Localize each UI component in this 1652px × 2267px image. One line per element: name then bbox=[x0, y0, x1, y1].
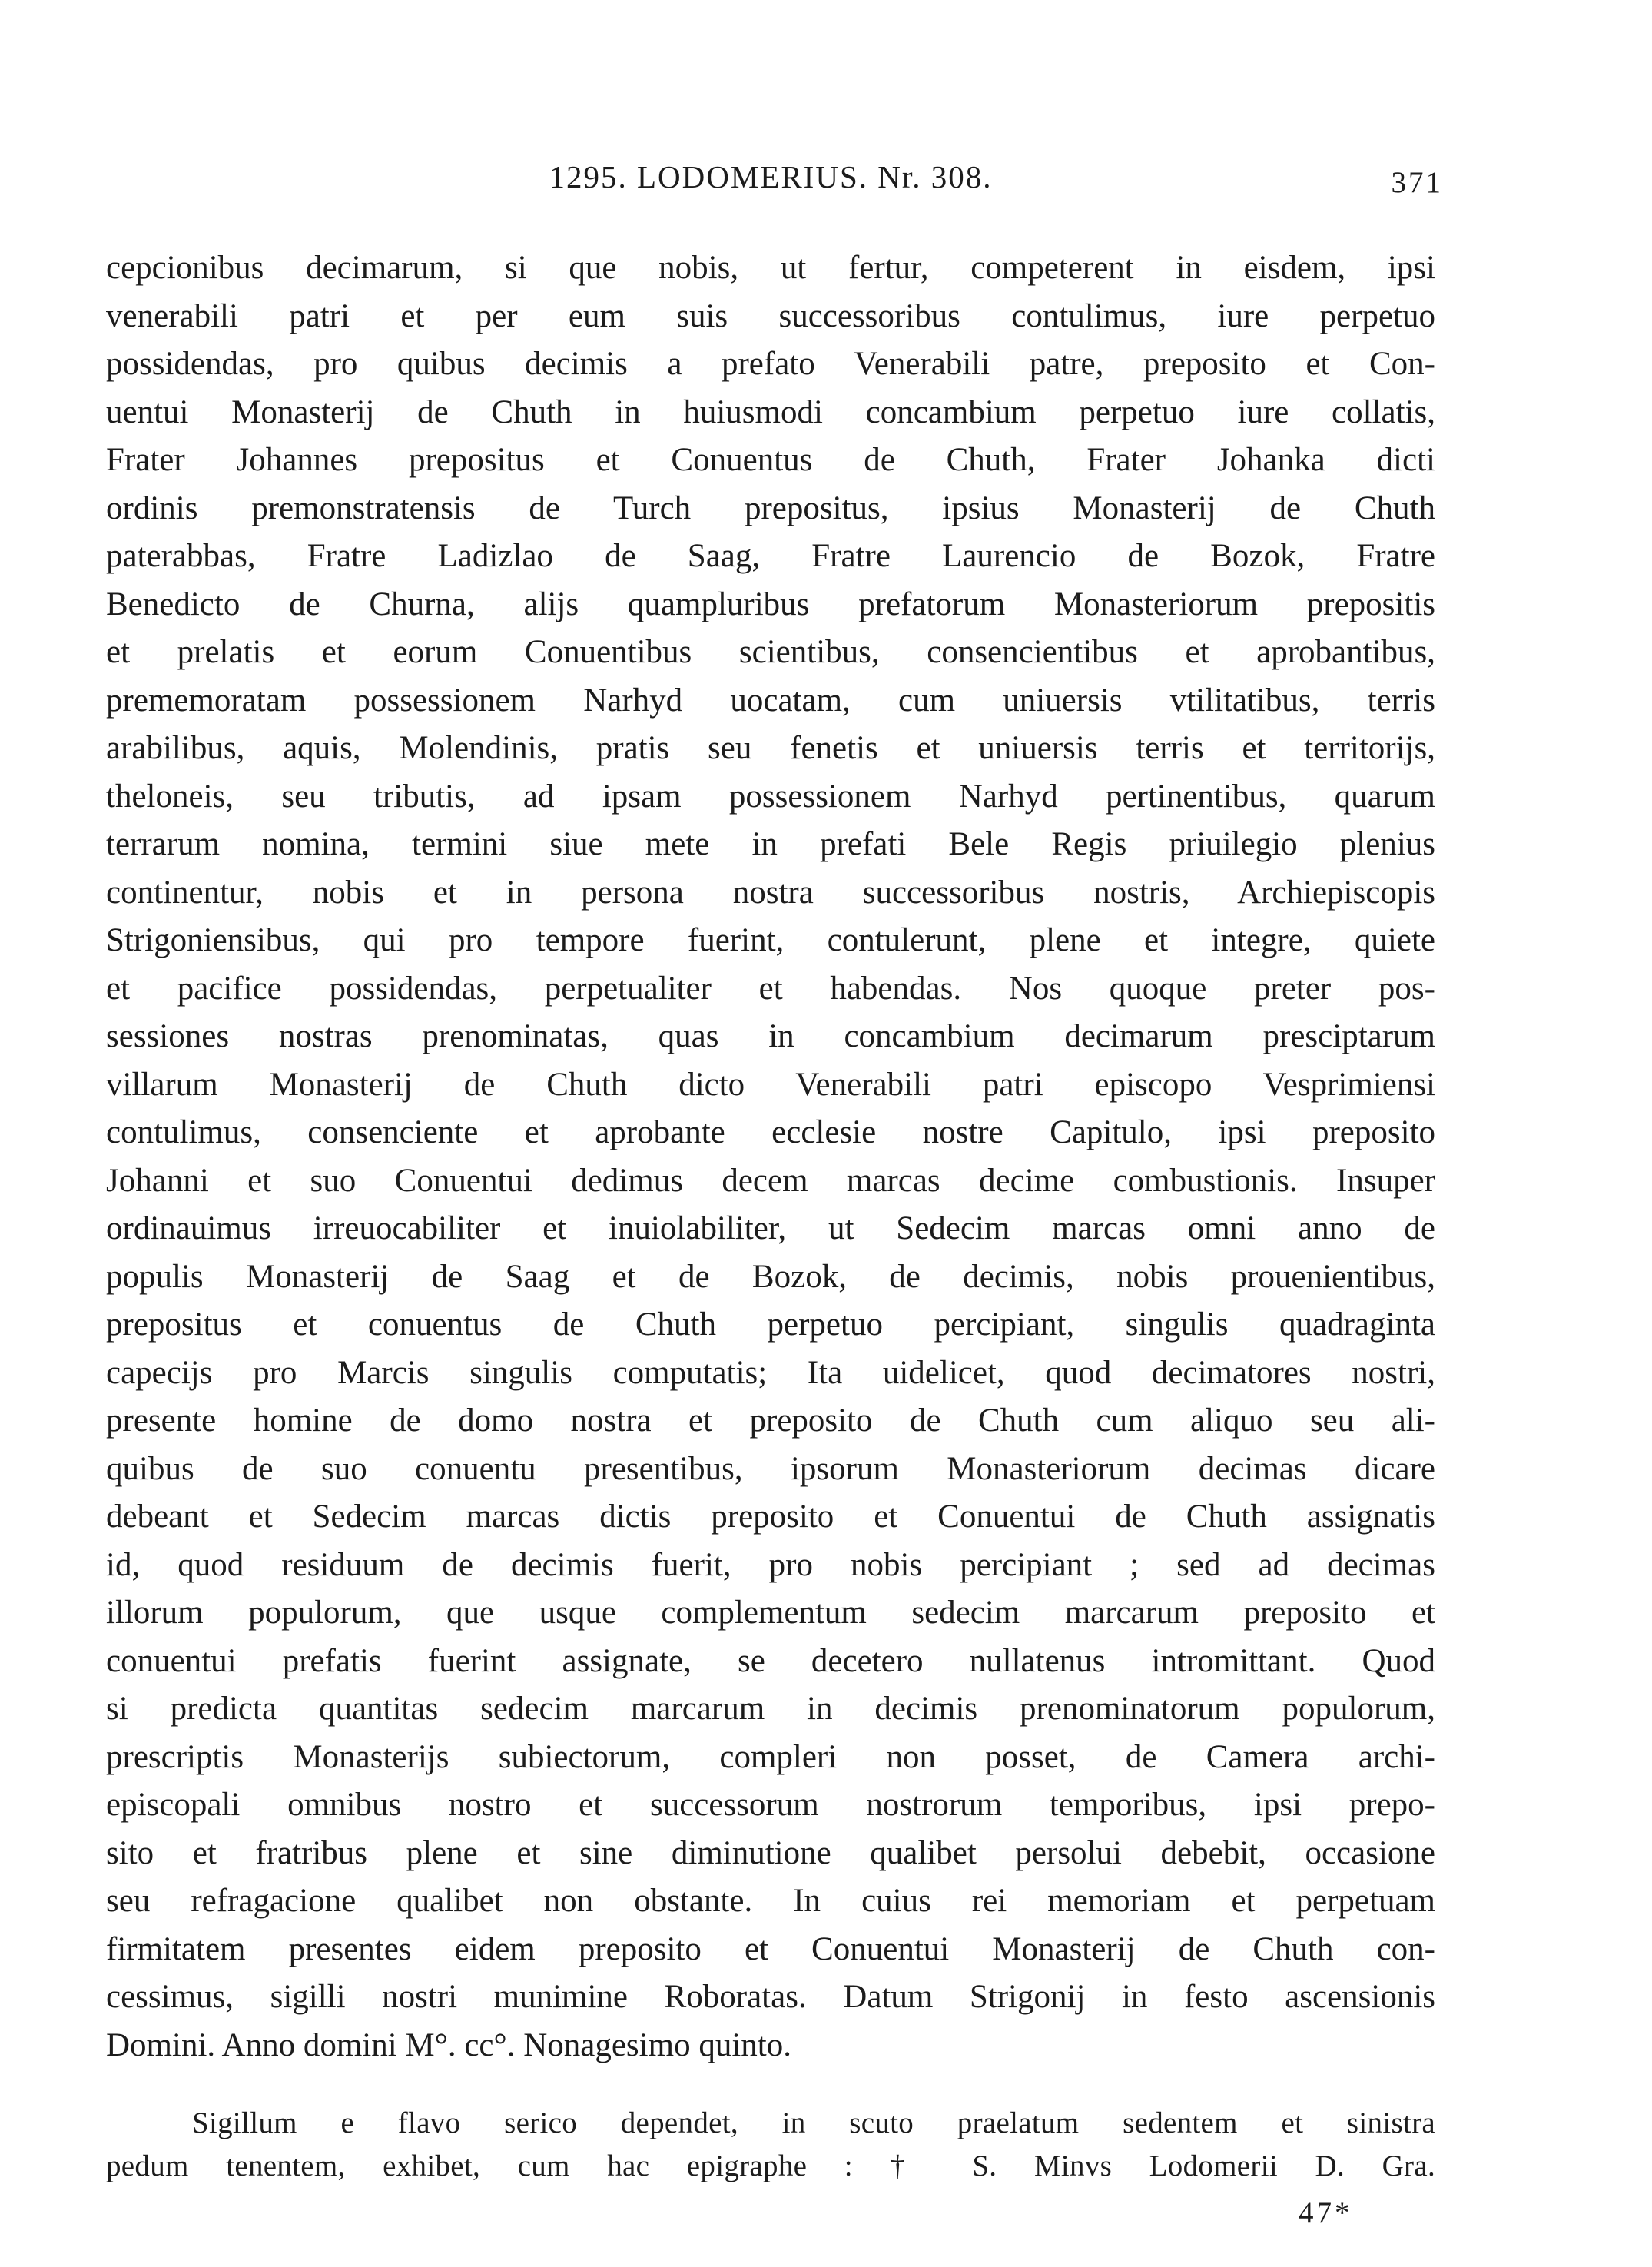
text-line: id, quod residuum de decimis fuerit, pro nobis percipiant ; sed ad decimas bbox=[106, 1546, 1435, 1583]
text-line: prepositus et conuentus de Chuth perpetuo percipiant, singulis quadraginta bbox=[106, 1306, 1435, 1343]
text-line: terrarum nomina, termini siue mete in prefati Bele Regis priuilegio plenius bbox=[106, 826, 1435, 862]
text-line: Benedicto de Churna, alijs quampluribus prefatorum Monasteriorum prepositis bbox=[106, 586, 1435, 622]
text-line-final: Domini. Anno domini M°. cc°. Nonagesimo quinto. bbox=[106, 2026, 791, 2063]
text-line: presente homine de domo nostra et preposito de Chuth cum aliquo seu ali- bbox=[106, 1402, 1435, 1439]
running-head bbox=[106, 158, 1443, 204]
text-line: episcopali omnibus nostro et successorum nostrorum temporibus, ipsi prepo- bbox=[106, 1787, 1435, 1823]
text-line: ordinauimus irreuocabiliter et inuiolabiliter, ut Sedecim marcas omni anno de bbox=[106, 1210, 1435, 1246]
text-line: Frater Johannes prepositus et Conuentus de Chuth, Frater Johanka dicti bbox=[106, 442, 1435, 478]
text-line: arabilibus, aquis, Molendinis, pratis seu fenetis et uniuersis terris et territorijs, bbox=[106, 730, 1435, 766]
text-line: si predicta quantitas sedecim marcarum in decimis prenominatorum populorum, bbox=[106, 1691, 1435, 1727]
text-line: et pacifice possidendas, perpetualiter et habendas. Nos quoque preter pos- bbox=[106, 970, 1435, 1007]
text-line: quibus de suo conuentu presentibus, ipsorum Monasteriorum decimas dicare bbox=[106, 1450, 1435, 1487]
signature-mark: 47* bbox=[1299, 2196, 1353, 2229]
text-line: villarum Monasterij de Chuth dicto Venerabili patri episcopo Vesprimiensi bbox=[106, 1066, 1435, 1103]
text-line: paterabbas, Fratre Ladizlao de Saag, Fratre Laurencio de Bozok, Fratre bbox=[106, 538, 1435, 574]
running-title: 1295. LODOMERIUS. Nr. 308. bbox=[549, 159, 993, 194]
text-line: continentur, nobis et in persona nostra successoribus nostris, Archiepiscopis bbox=[106, 874, 1435, 911]
note-line: pedum tenentem, exhibet, cum hac epigraphe : † S. Minvs Lodomerii D. Gra. bbox=[106, 2149, 1435, 2182]
text-line: venerabili patri et per eum suis successoribus contulimus, iure perpetuo bbox=[106, 297, 1435, 334]
text-line: debeant et Sedecim marcas dictis preposito et Conuentui de Chuth assignatis bbox=[106, 1499, 1435, 1535]
text-line: theloneis, seu tributis, ad ipsam possessionem Narhyd pertinentibus, quarum bbox=[106, 778, 1435, 815]
text-line: seu refragacione qualibet non obstante. In cuius rei memoriam et perpetuam bbox=[106, 1883, 1435, 1919]
text-line: prescriptis Monasterijs subiectorum, compleri non posset, de Camera archi- bbox=[106, 1738, 1435, 1775]
text-line: Strigoniensibus, qui pro tempore fuerint, contulerunt, plene et integre, quiete bbox=[106, 922, 1435, 958]
text-line: conuentui prefatis fuerint assignate, se decetero nullatenus intromittant. Quod bbox=[106, 1642, 1435, 1679]
text-line: cepcionibus decimarum, si que nobis, ut fertur, competerent in eisdem, ipsi bbox=[106, 250, 1435, 286]
note-line: Sigillum e flavo serico dependet, in scuto praelatum sedentem et sinistra bbox=[192, 2106, 1435, 2139]
text-line: prememoratam possessionem Narhyd uocatam, cum uniuersis vtilitatibus, terris bbox=[106, 682, 1435, 719]
page-number: 371 bbox=[1391, 166, 1443, 199]
text-line: possidendas, pro quibus decimis a prefato Venerabili patre, preposito et Con- bbox=[106, 346, 1435, 382]
text-line: firmitatem presentes eidem preposito et Conuentui Monasterij de Chuth con- bbox=[106, 1930, 1435, 1967]
text-line: contulimus, consenciente et aprobante ecclesie nostre Capitulo, ipsi preposito bbox=[106, 1114, 1435, 1150]
text-line: uentui Monasterij de Chuth in huiusmodi concambium perpetuo iure collatis, bbox=[106, 393, 1435, 430]
text-line: Johanni et suo Conuentui dedimus decem marcas decime combustionis. Insuper bbox=[106, 1162, 1435, 1199]
text-line: illorum populorum, que usque complementum sedecim marcarum preposito et bbox=[106, 1595, 1435, 1631]
text-line: sessiones nostras prenominatas, quas in concambium decimarum presciptarum bbox=[106, 1018, 1435, 1054]
text-line: cessimus, sigilli nostri munimine Roboratas. Datum Strigonij in festo ascensionis bbox=[106, 1979, 1435, 2015]
text-line: capecijs pro Marcis singulis computatis; Ita uidelicet, quod decimatores nostri, bbox=[106, 1354, 1435, 1391]
text-line: populis Monasterij de Saag et de Bozok, de decimis, nobis prouenientibus, bbox=[106, 1258, 1435, 1295]
text-line: et prelatis et eorum Conuentibus scientibus, consencientibus et aprobantibus, bbox=[106, 634, 1435, 670]
charter-text bbox=[106, 244, 1435, 2070]
seal-description-note bbox=[106, 2102, 1435, 2188]
text-line: ordinis premonstratensis de Turch prepositus, ipsius Monasterij de Chuth bbox=[106, 490, 1435, 526]
text-line: sito et fratribus plene et sine diminutione qualibet persolui debebit, occasione bbox=[106, 1834, 1435, 1871]
